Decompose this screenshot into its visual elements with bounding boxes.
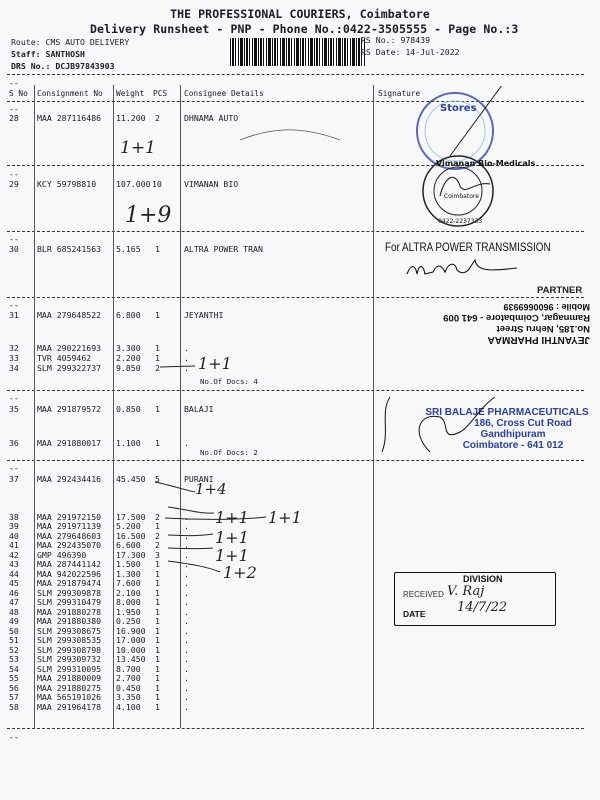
row-weight: 1.950 — [116, 607, 141, 617]
row-pcs: 3 — [155, 550, 160, 560]
row-sno: 48 — [9, 607, 19, 617]
row-consignment-no: MAA 279648603 — [37, 531, 102, 541]
row-pcs: 2 — [155, 363, 160, 373]
row-consignee: . — [184, 343, 189, 353]
row-weight: 2.100 — [116, 588, 141, 598]
row-consignee: . — [184, 569, 189, 579]
row-pcs: 2 — [155, 540, 160, 550]
pen-stroke — [165, 517, 266, 519]
row-weight: 6.600 — [116, 540, 141, 550]
row-consignee: PURANI — [184, 474, 214, 484]
staff-value: SANTHOSH — [45, 49, 85, 59]
row-sno: 55 — [9, 673, 19, 683]
pen-stroke — [168, 548, 213, 549]
pen-stroke — [160, 366, 195, 367]
row-consignee: . — [184, 531, 189, 541]
row-consignee: . — [184, 559, 189, 569]
row-consignment-no: SLM 299310479 — [37, 597, 102, 607]
dash-marker: -- — [9, 234, 19, 244]
row-sno: 43 — [9, 559, 19, 569]
stores-and-vimanan-stamps — [380, 86, 600, 236]
rs-date-value: 14-Jul-2022 — [405, 47, 460, 57]
row-sno: 58 — [9, 702, 19, 712]
row-consignment-no: MAA 291880017 — [37, 438, 102, 448]
row-weight: 13.450 — [116, 654, 146, 664]
row-consignment-no: SLM 299309732 — [37, 654, 102, 664]
row-consignment-no: SLM 299308675 — [37, 626, 102, 636]
date-label: DATE — [403, 609, 426, 619]
balaji-stamp-line: SRI BALAJE PHARMACEUTICALS — [425, 407, 589, 418]
row-sno: 50 — [9, 626, 19, 636]
doc-count: No.Of Docs: 2 — [200, 448, 258, 457]
header-weight: Weight — [116, 89, 145, 98]
header-pcs: PCS — [153, 89, 168, 98]
pen-stroke — [155, 482, 195, 492]
runsheet-subtitle: Delivery Runsheet - PNP - Phone No.:0422-3505555 - Page No.:3 — [90, 22, 519, 36]
rs-date-label: RS Date: — [361, 47, 401, 57]
row-pcs: 1 — [155, 692, 160, 702]
row-consignee: ALTRA POWER TRAN — [184, 244, 263, 254]
row-sno: 30 — [9, 244, 19, 254]
date-value: 14/7/22 — [457, 600, 508, 615]
row-pcs: 1 — [155, 664, 160, 674]
vimanan-stamp-text: Vimanan Bio-Medicals — [436, 159, 536, 168]
row-consignment-no: SLM 299310095 — [37, 664, 102, 674]
row-sno: 28 — [9, 113, 19, 123]
row-pcs: 1 — [155, 310, 160, 320]
row-sno: 38 — [9, 512, 19, 522]
row-consignee: . — [184, 635, 189, 645]
pen-stroke — [240, 130, 340, 140]
row-consignee: JEYANTHI — [184, 310, 224, 320]
row-consignment-no: GMP 496390 — [37, 550, 87, 560]
stores-stamp-text: Stores — [440, 103, 477, 114]
row-consignment-no: MAA 290221693 — [37, 343, 102, 353]
pen-stroke — [168, 534, 213, 536]
doc-count: No.Of Docs: 4 — [200, 377, 258, 386]
received-stamp-title: DIVISION — [463, 574, 503, 584]
row-sno: 33 — [9, 353, 19, 363]
row-consignment-no: MAA 291880275 — [37, 683, 102, 693]
dash-marker: -- — [9, 300, 19, 310]
rs-no-label: RS No.: — [361, 35, 396, 45]
row-sno: 34 — [9, 363, 19, 373]
row-consignee: . — [184, 626, 189, 636]
row-sno: 44 — [9, 569, 19, 579]
row-weight: 17.500 — [116, 512, 146, 522]
row-sno: 31 — [9, 310, 19, 320]
row-pcs: 1 — [155, 626, 160, 636]
dash-marker: -- — [9, 393, 19, 403]
row-consignment-no: SLM 299322737 — [37, 363, 102, 373]
staff-label: Staff: — [11, 49, 41, 59]
dash-marker: -- — [9, 104, 19, 114]
row-sno: 57 — [9, 692, 19, 702]
handwritten-note: 1+1 — [215, 528, 249, 547]
handwritten-note: 1+1 — [198, 354, 232, 373]
row-weight: 0.450 — [116, 683, 141, 693]
row-consignee: . — [184, 550, 189, 560]
row-pcs: 1 — [155, 645, 160, 655]
row-consignee: . — [184, 654, 189, 664]
row-pcs: 1 — [155, 616, 160, 626]
row-consignee: . — [184, 645, 189, 655]
jeyanthi-stamp — [355, 302, 590, 345]
altra-stamp-for: For ALTRA POWER TRANSMISSION — [385, 242, 551, 254]
row-pcs: 5 — [155, 474, 160, 484]
row-sno: 35 — [9, 404, 19, 414]
handwritten-note: 1+1 — [215, 546, 249, 565]
route-label: Route: — [11, 37, 41, 47]
row-pcs: 1 — [155, 683, 160, 693]
row-weight: 3.350 — [116, 692, 141, 702]
row-pcs: 1 — [155, 404, 160, 414]
row-sno: 53 — [9, 654, 19, 664]
row-consignee: . — [184, 540, 189, 550]
received-value: V. Raj — [447, 584, 485, 599]
altra-stamp-role: PARTNER — [537, 285, 583, 296]
row-sno: 42 — [9, 550, 19, 560]
pen-stroke — [168, 561, 220, 572]
row-weight: 1.100 — [116, 438, 141, 448]
row-weight: 107.000 — [116, 179, 151, 189]
row-consignment-no: MAA 287116486 — [37, 113, 102, 123]
row-weight: 0.850 — [116, 404, 141, 414]
row-weight: 6.800 — [116, 310, 141, 320]
rs-no-value: 978439 — [400, 35, 431, 45]
row-pcs: 1 — [155, 578, 160, 588]
handwritten-note: 1+4 — [195, 480, 227, 498]
row-pcs: 2 — [155, 512, 160, 522]
row-weight: 9.850 — [116, 363, 141, 373]
row-consignment-no: SLM 299308798 — [37, 645, 102, 655]
altra-signature — [405, 256, 525, 281]
balaji-stamp-line: 186, Cross Cut Road — [474, 418, 572, 429]
vimanan-stamp-city: Coimbatore — [444, 193, 479, 200]
balaji-stamp-line: Coimbatore - 641 012 — [462, 440, 564, 451]
row-consignee: DHNAMA AUTO — [184, 113, 239, 123]
row-weight: 8.700 — [116, 664, 141, 674]
row-weight: 8.000 — [116, 597, 141, 607]
row-sno: 32 — [9, 343, 19, 353]
row-sno: 37 — [9, 474, 19, 484]
row-pcs: 1 — [155, 588, 160, 598]
row-consignee: . — [184, 673, 189, 683]
row-consignment-no: MAA 292434416 — [37, 474, 102, 484]
handwritten-note: 1+1 — [120, 138, 156, 158]
row-sno: 39 — [9, 521, 19, 531]
row-consignee: . — [184, 607, 189, 617]
row-weight: 0.250 — [116, 616, 141, 626]
signature-stroke — [450, 86, 505, 156]
vimanan-stamp-phone: 0422-2237333 — [438, 218, 483, 225]
row-consignment-no: MAA 565191026 — [37, 692, 102, 702]
received-label: RECEIVED — [403, 590, 444, 599]
row-pcs: 1 — [155, 438, 160, 448]
row-weight: 10.000 — [116, 645, 146, 655]
row-sno: 49 — [9, 616, 19, 626]
row-weight: 5.200 — [116, 521, 141, 531]
row-consignee: . — [184, 438, 189, 448]
pen-stroke — [168, 507, 214, 513]
row-consignment-no: MAA 291879474 — [37, 578, 102, 588]
row-consignee: BALAJI — [184, 404, 214, 414]
row-sno: 29 — [9, 179, 19, 189]
header-signature: Signature — [378, 89, 421, 98]
row-weight: 5.165 — [116, 244, 141, 254]
row-consignee: . — [184, 664, 189, 674]
row-consignment-no: MAA 291880009 — [37, 673, 102, 683]
row-consignment-no: MAA 279648522 — [37, 310, 102, 320]
row-consignment-no: TVR 4059462 — [37, 353, 92, 363]
row-sno: 45 — [9, 578, 19, 588]
balaji-signature — [380, 392, 500, 462]
row-consignment-no: MAA 291964178 — [37, 702, 102, 712]
row-pcs: 1 — [155, 353, 160, 363]
handwritten-note: 1+1 — [215, 508, 249, 527]
row-consignment-no: SLM 299308535 — [37, 635, 102, 645]
row-pcs: 1 — [155, 569, 160, 579]
row-pcs: 1 — [155, 607, 160, 617]
row-consignee: . — [184, 363, 189, 373]
row-pcs: 1 — [155, 673, 160, 683]
company-title: THE PROFESSIONAL COURIERS, Coimbatore — [170, 7, 430, 21]
row-consignee: . — [184, 521, 189, 531]
header-consignee: Consignee Details — [184, 89, 264, 98]
row-consignment-no: MAA 287441142 — [37, 559, 102, 569]
row-sno: 47 — [9, 597, 19, 607]
dash-marker: -- — [9, 78, 19, 88]
jeyanthi-stamp-line: JEYANTHI PHARMAA — [487, 334, 590, 345]
row-consignment-no: MAA 291879572 — [37, 404, 102, 414]
row-sno: 56 — [9, 683, 19, 693]
row-pcs: 2 — [155, 113, 160, 123]
row-sno: 51 — [9, 635, 19, 645]
row-sno: 41 — [9, 540, 19, 550]
row-pcs: 1 — [155, 654, 160, 664]
jeyanthi-stamp-line: Ramnagar, Coimbatore - 641 009 — [443, 312, 590, 323]
dash-marker: -- — [9, 169, 19, 179]
row-weight: 17.000 — [116, 635, 146, 645]
received-stamp — [394, 572, 556, 626]
row-consignee: . — [184, 588, 189, 598]
signature-stroke — [407, 260, 517, 274]
handwritten-note: 1+9 — [125, 203, 172, 228]
row-weight: 2.700 — [116, 673, 141, 683]
row-consignment-no: MAA 291880380 — [37, 616, 102, 626]
row-consignee: . — [184, 353, 189, 363]
handwritten-note: 1+2 — [223, 563, 257, 582]
row-sno: 36 — [9, 438, 19, 448]
row-weight: 1.500 — [116, 559, 141, 569]
row-consignment-no: MAA 291972150 — [37, 512, 102, 522]
row-sno: 52 — [9, 645, 19, 655]
row-consignment-no: MAA 291880278 — [37, 607, 102, 617]
row-pcs: 1 — [155, 635, 160, 645]
row-consignee: . — [184, 512, 189, 522]
row-consignee: . — [184, 616, 189, 626]
route-value: CMS AUTO DELIVERY — [45, 37, 130, 47]
jeyanthi-stamp-line: No.185, Nehru Street — [496, 323, 590, 334]
row-sno: 54 — [9, 664, 19, 674]
balaji-stamp-line: Gandhipuram — [480, 429, 546, 440]
header-sno: S No — [9, 89, 28, 98]
row-pcs: 1 — [155, 244, 160, 254]
row-consignment-no: MAA 292435070 — [37, 540, 102, 550]
row-weight: 16.900 — [116, 626, 146, 636]
row-weight: 45.450 — [116, 474, 146, 484]
row-weight: 17.300 — [116, 550, 146, 560]
row-consignment-no: BLR 685241563 — [37, 244, 102, 254]
row-weight: 16.500 — [116, 531, 146, 541]
row-consignee: . — [184, 578, 189, 588]
row-weight: 4.100 — [116, 702, 141, 712]
dash-marker: -- — [9, 732, 19, 742]
row-weight: 2.200 — [116, 353, 141, 363]
drs-value: DCJB97843903 — [55, 61, 115, 71]
row-consignment-no: MAA 291971139 — [37, 521, 102, 531]
row-consignment-no: MAA 942022596 — [37, 569, 102, 579]
row-weight: 1.300 — [116, 569, 141, 579]
row-consignment-no: SLM 299309878 — [37, 588, 102, 598]
row-weight: 11.200 — [116, 113, 146, 123]
row-consignee: . — [184, 692, 189, 702]
row-pcs: 1 — [155, 559, 160, 569]
row-consignment-no: KCY 59798810 — [37, 179, 97, 189]
row-consignee: . — [184, 683, 189, 693]
row-pcs: 10 — [152, 179, 162, 189]
drs-label: DRS No.: — [11, 61, 51, 71]
header-consignment: Consignment No — [37, 89, 103, 98]
row-pcs: 1 — [155, 343, 160, 353]
row-consignee: . — [184, 597, 189, 607]
row-sno: 46 — [9, 588, 19, 598]
handwritten-note: 1+1 — [268, 508, 302, 527]
jeyanthi-stamp-line: Mobile : 9600669939 — [503, 302, 590, 312]
row-sno: 40 — [9, 531, 19, 541]
row-consignee: . — [184, 702, 189, 712]
row-consignee: VIMANAN BIO — [184, 179, 239, 189]
row-weight: 7.600 — [116, 578, 141, 588]
signature-stroke — [382, 397, 495, 452]
row-pcs: 1 — [155, 521, 160, 531]
row-pcs: 1 — [155, 597, 160, 607]
dash-marker: -- — [9, 463, 19, 473]
row-pcs: 1 — [155, 702, 160, 712]
row-pcs: 2 — [155, 531, 160, 541]
row-weight: 3.300 — [116, 343, 141, 353]
